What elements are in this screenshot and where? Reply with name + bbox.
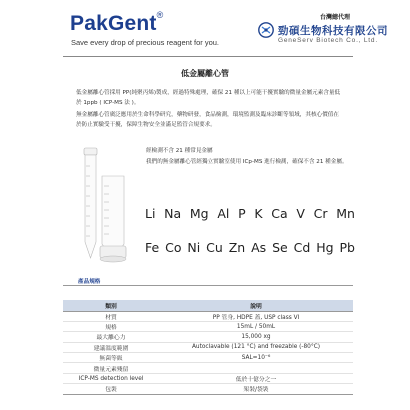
spec-category: ICP-MS detection level [63,373,159,383]
spec-value: SAL=10⁻⁶ [159,353,353,363]
intro-paragraph: 無金屬離心管廣泛應用於生命科學研究，藥物研發，食品檢測，環境監測及臨床診斷等領域，其核心價值在於防止實驗受干擾，保障生物安全並滿足監管合規要求。 [76,112,339,128]
table-row [63,311,353,321]
element-symbol: Al [217,205,230,221]
table-row [63,363,353,373]
spec-category: 微量元素殘留 [63,363,159,373]
spec-header-description: 說明 [159,300,353,311]
spec-value: 低於十億分之一 [159,373,353,383]
element-symbol: Ni [187,239,201,255]
element-symbol: Cd [293,239,311,255]
element-symbol: Co [165,239,182,255]
spec-value: 15,000 xg [159,332,353,342]
element-symbol: As [251,239,267,255]
element-symbol: Mg [189,205,209,221]
header-divider [63,56,353,57]
intro-paragraph: 低金屬離心管採用 PP(純聚丙烯)製成，經過特殊處理，確保 21 種以上可能干擾實驗的微量金屬元素含量低於 1ppb ( ICP-MS 法 )。 [76,90,341,106]
spec-header-category: 類別 [63,300,159,311]
page-title: 低金屬離心管 [181,69,229,78]
section-divider [63,285,353,286]
spec-category: 包裝 [63,384,159,394]
spec-header-row [63,300,353,311]
element-symbol: Zn [228,239,246,255]
element-symbol: Se [272,239,288,255]
table-row [63,384,353,394]
element-symbol: Li [145,205,156,221]
element-row [145,230,355,264]
element-symbol: Fe [145,239,160,255]
element-symbol: Cr [313,205,328,221]
spec-category: 材質 [63,311,159,321]
metal-element-list [145,196,355,264]
spec-value [159,363,353,373]
element-symbol: Pb [339,239,355,255]
element-row [145,196,355,230]
pakgent-logo [70,12,163,36]
page-header [0,0,410,58]
spec-category: 無菌等級 [63,353,159,363]
element-symbol: Ca [271,205,288,221]
element-symbol: Hg [316,239,334,255]
brand-name: PakGent [70,12,157,35]
geneserv-logo-icon [258,22,274,38]
element-symbol: Mn [336,205,355,221]
spec-category: 規格 [63,321,159,331]
spec-value: 架裝/袋裝 [159,384,353,394]
table-row [63,321,353,331]
icp-ms-caption: 我們的無金屬離心管經獨立實驗室使用 ICp-MS 進行檢測，確保不含 21 種金屬。 [146,159,348,165]
table-row [63,332,353,342]
element-symbol: Cu [206,239,223,255]
intro-text [76,89,344,133]
metal-free-caption: 經檢測不含 21 種常見金屬 [146,148,213,154]
spec-category: 最大離心力 [63,332,159,342]
spec-section-title: 產品規格 [78,279,101,285]
registered-mark: ® [156,10,164,20]
agent-label: 台灣總代理 [320,14,351,21]
table-row [63,353,353,363]
centrifuge-tubes-image [78,146,134,266]
distributor-name-cn: 勁碩生物科技有限公司 [278,25,388,37]
element-symbol: K [254,205,263,221]
element-symbol: P [238,205,246,221]
distributor-name-en: GeneServ Biotech Co., Ltd. [278,37,378,44]
spec-category: 建議溫度範圍 [63,342,159,352]
table-row [63,373,353,383]
element-symbol: V [296,205,305,221]
table-row [63,342,353,352]
element-symbol: Na [164,205,182,221]
spec-value: PP 管身, HDPE 蓋, USP class VI [159,311,353,321]
brand-tagline: Save every drop of precious reagent for you. [71,38,220,47]
spec-value: 15mL / 50mL [159,321,353,331]
spec-table [63,300,353,395]
spec-value: Autoclavable (121 °C) and freezable (-80°C) [159,342,353,352]
